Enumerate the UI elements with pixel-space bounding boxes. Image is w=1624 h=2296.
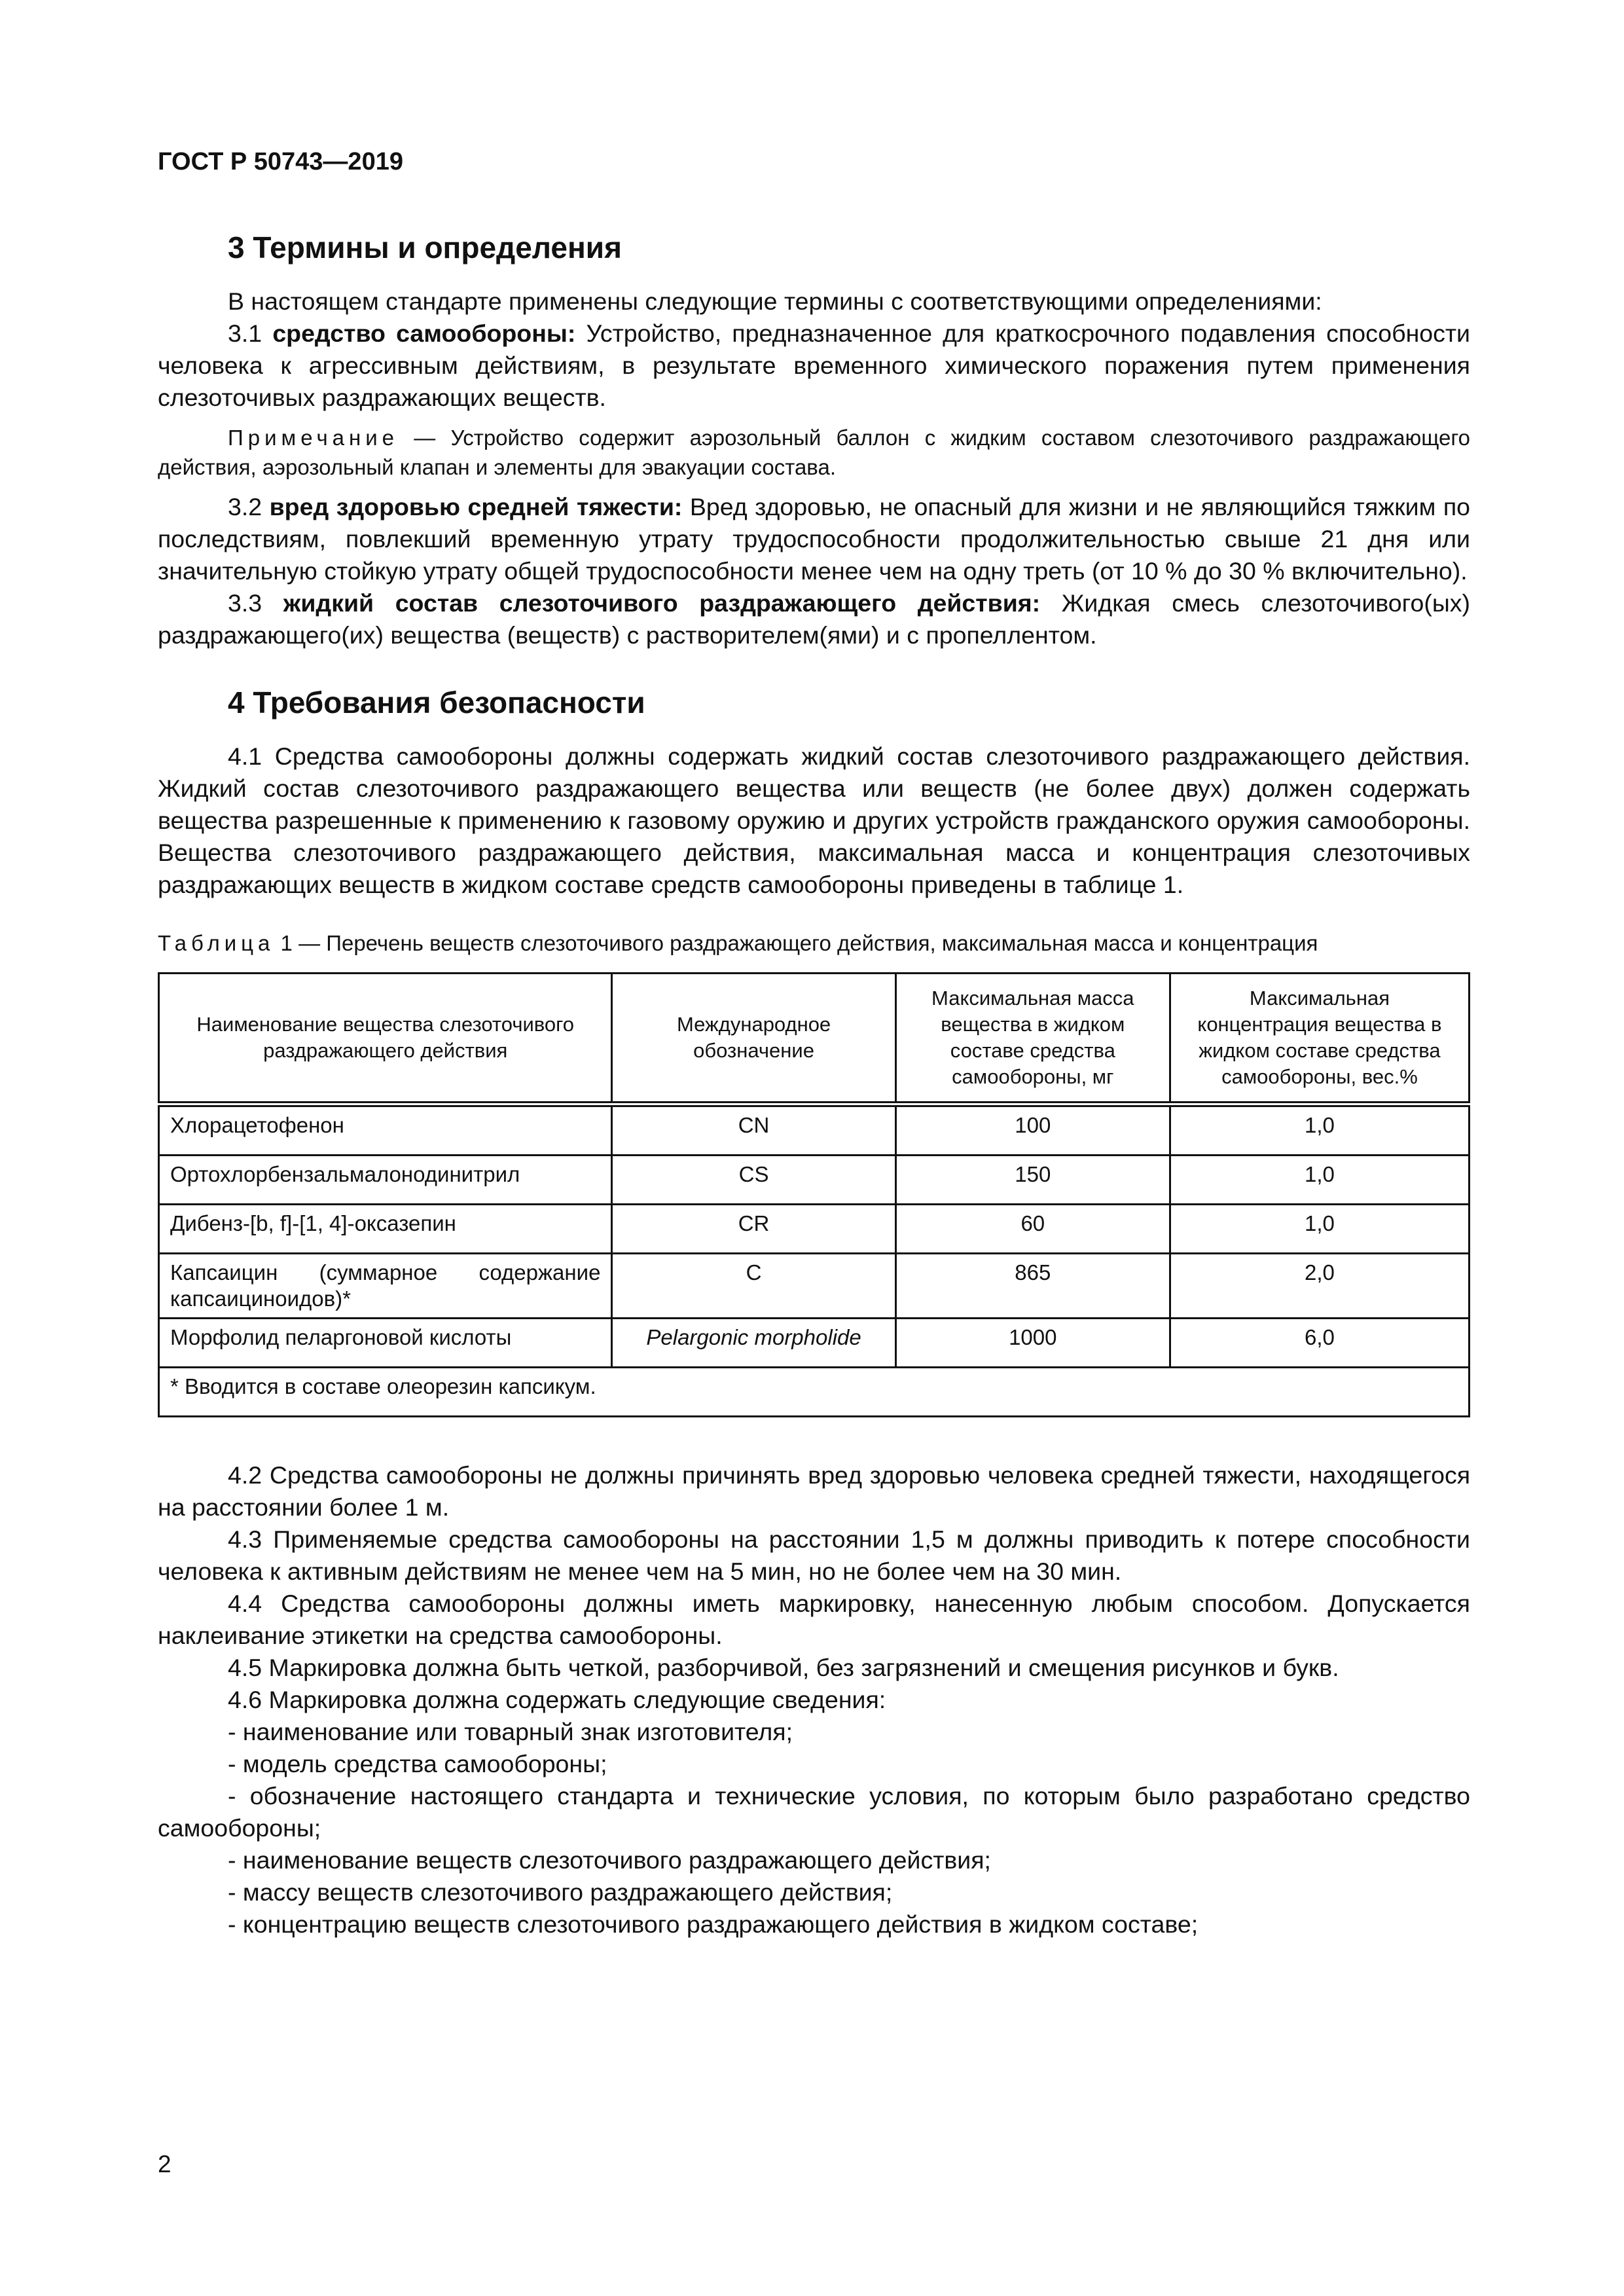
section-4-heading: 4 Требования безопасности bbox=[228, 685, 645, 720]
table-row bbox=[159, 1205, 1470, 1254]
cell-code: CN bbox=[612, 1104, 895, 1156]
cell-name: Капсаицин (суммарное содержание капсаициноидов)* bbox=[159, 1254, 612, 1319]
cell-code: C bbox=[612, 1254, 895, 1319]
table-row bbox=[159, 1156, 1470, 1205]
term-3-1 bbox=[158, 318, 1470, 414]
page-number: 2 bbox=[158, 2151, 171, 2178]
note-text: — Устройство содержит аэрозольный баллон с жидким составом слезоточивого раздражающего действия, аэрозольный клапан и элементы для эвакуации состава. bbox=[158, 426, 1471, 479]
cell-name: Морфолид пеларгоновой кислоты bbox=[159, 1319, 612, 1368]
cell-concentration: 1,0 bbox=[1170, 1156, 1469, 1205]
table-footnote: * Вводится в составе олеорезин капсикум. bbox=[159, 1368, 1470, 1417]
term-name: жидкий состав слезоточивого раздражающего действия: bbox=[283, 589, 1041, 617]
list-item: - обозначение настоящего стандарта и технические условия, по которым было разработано средство самообороны; bbox=[158, 1782, 1470, 1842]
cell-concentration: 2,0 bbox=[1170, 1254, 1469, 1319]
table-footnote-row bbox=[159, 1368, 1470, 1417]
note-label: Примечание bbox=[228, 426, 399, 450]
table-row bbox=[159, 1254, 1470, 1319]
cell-name: Хлорацетофенон bbox=[159, 1104, 612, 1156]
column-header: Международное обозначение bbox=[612, 974, 895, 1104]
list-item: - наименование или товарный знак изготовителя; bbox=[228, 1718, 793, 1745]
section-3-intro: В настоящем стандарте применены следующие термины с соответствующими определениями: bbox=[228, 287, 1322, 315]
term-number: 3.1 bbox=[228, 319, 262, 347]
clause-4-6: 4.6 Маркировка должна содержать следующие сведения: bbox=[228, 1686, 886, 1713]
term-name: вред здоровью средней тяжести: bbox=[269, 493, 683, 520]
page-content bbox=[158, 216, 1470, 1941]
table-caption bbox=[158, 927, 1470, 959]
cell-concentration: 1,0 bbox=[1170, 1104, 1469, 1156]
term-definition: Жидкая смесь слезоточивого(ых) раздражающего(их) вещества (веществ) с растворителем(ями) и с пропеллентом. bbox=[158, 589, 1471, 649]
section-3-heading: 3 Термины и определения bbox=[228, 230, 622, 264]
table-caption-text: 1 — Перечень веществ слезоточивого раздражающего действия, максимальная масса и концентрация bbox=[274, 931, 1318, 955]
cell-mass: 150 bbox=[895, 1156, 1170, 1205]
term-definition: Вред здоровью, не опасный для жизни и не являющийся тяжким по последствиям, повлекший временную утрату трудоспособности продолжительностью свыше 21 дня или значительную стойкую утрату общей трудоспособности менее чем на одну треть (от 10 % до 30 % включительно). bbox=[158, 493, 1470, 585]
term-number: 3.2 bbox=[228, 493, 262, 520]
cell-concentration: 6,0 bbox=[1170, 1319, 1469, 1368]
cell-mass: 100 bbox=[895, 1104, 1170, 1156]
column-header: Максимальная концентрация вещества в жидком составе средства самообороны, вес.% bbox=[1170, 974, 1469, 1104]
clause-4-3: 4.3 Применяемые средства самообороны на расстоянии 1,5 м должны приводить к потере способности человека к активным действиям не менее чем на 5 мин, но не более чем на 30 мин. bbox=[158, 1525, 1470, 1585]
cell-name: Ортохлорбензальмалонодинитрил bbox=[159, 1156, 612, 1205]
cell-code: Pelargonic morpholide bbox=[612, 1319, 895, 1368]
list-item: - массу веществ слезоточивого раздражающего действия; bbox=[228, 1878, 893, 1906]
list-item: - модель средства самообороны; bbox=[228, 1750, 607, 1777]
cell-code: CS bbox=[612, 1156, 895, 1205]
cell-mass: 865 bbox=[895, 1254, 1170, 1319]
substances-table bbox=[158, 972, 1470, 1417]
term-3-3 bbox=[158, 587, 1470, 651]
table-row bbox=[159, 1104, 1470, 1156]
cell-code: CR bbox=[612, 1205, 895, 1254]
list-item: - наименование веществ слезоточивого раздражающего действия; bbox=[228, 1846, 991, 1874]
cell-concentration: 1,0 bbox=[1170, 1205, 1469, 1254]
term-number: 3.3 bbox=[228, 589, 262, 617]
column-header: Наименование вещества слезоточивого раздражающего действия bbox=[159, 974, 612, 1104]
clause-4-2: 4.2 Средства самообороны не должны причинять вред здоровью человека средней тяжести, находящегося на расстоянии более 1 м. bbox=[158, 1461, 1470, 1521]
table-row bbox=[159, 1319, 1470, 1368]
clause-4-5: 4.5 Маркировка должна быть четкой, разборчивой, без загрязнений и смещения рисунков и букв. bbox=[228, 1654, 1339, 1681]
cell-mass: 60 bbox=[895, 1205, 1170, 1254]
term-name: средство самообороны: bbox=[272, 319, 576, 347]
table-header-row bbox=[159, 974, 1470, 1104]
clause-4-4: 4.4 Средства самообороны должны иметь маркировку, нанесенную любым способом. Допускается наклеивание этикетки на средства самообороны. bbox=[158, 1590, 1470, 1649]
document-header: ГОСТ Р 50743—2019 bbox=[158, 148, 403, 175]
note bbox=[158, 423, 1470, 482]
table-caption-label: Таблица bbox=[158, 931, 275, 955]
term-3-2 bbox=[158, 491, 1470, 587]
term-definition: Устройство, предназначенное для краткосрочного подавления способности человека к агрессивным действиям, в результате временного химического поражения путем применения слезоточивых раздражающих веществ. bbox=[158, 319, 1471, 411]
cell-mass: 1000 bbox=[895, 1319, 1170, 1368]
cell-name: Дибенз-[b, f]-[1, 4]-оксазепин bbox=[159, 1205, 612, 1254]
clause-4-1: 4.1 Средства самообороны должны содержать жидкий состав слезоточивого раздражающего действия. Жидкий состав слезоточивого раздражающего вещества или веществ (не более двух) должен содержать вещества разрешенные к применению к газовому оружию и других устройств гражданского оружия самообороны. Вещества слезоточивого раздражающего действия, максимальная масса и концентрация слезоточивых раздражающих веществ в жидком составе средств самообороны приведены в таблице 1. bbox=[158, 742, 1470, 898]
list-item: - концентрацию веществ слезоточивого раздражающего действия в жидком составе; bbox=[228, 1910, 1199, 1938]
column-header: Максимальная масса вещества в жидком составе средства самообороны, мг bbox=[895, 974, 1170, 1104]
